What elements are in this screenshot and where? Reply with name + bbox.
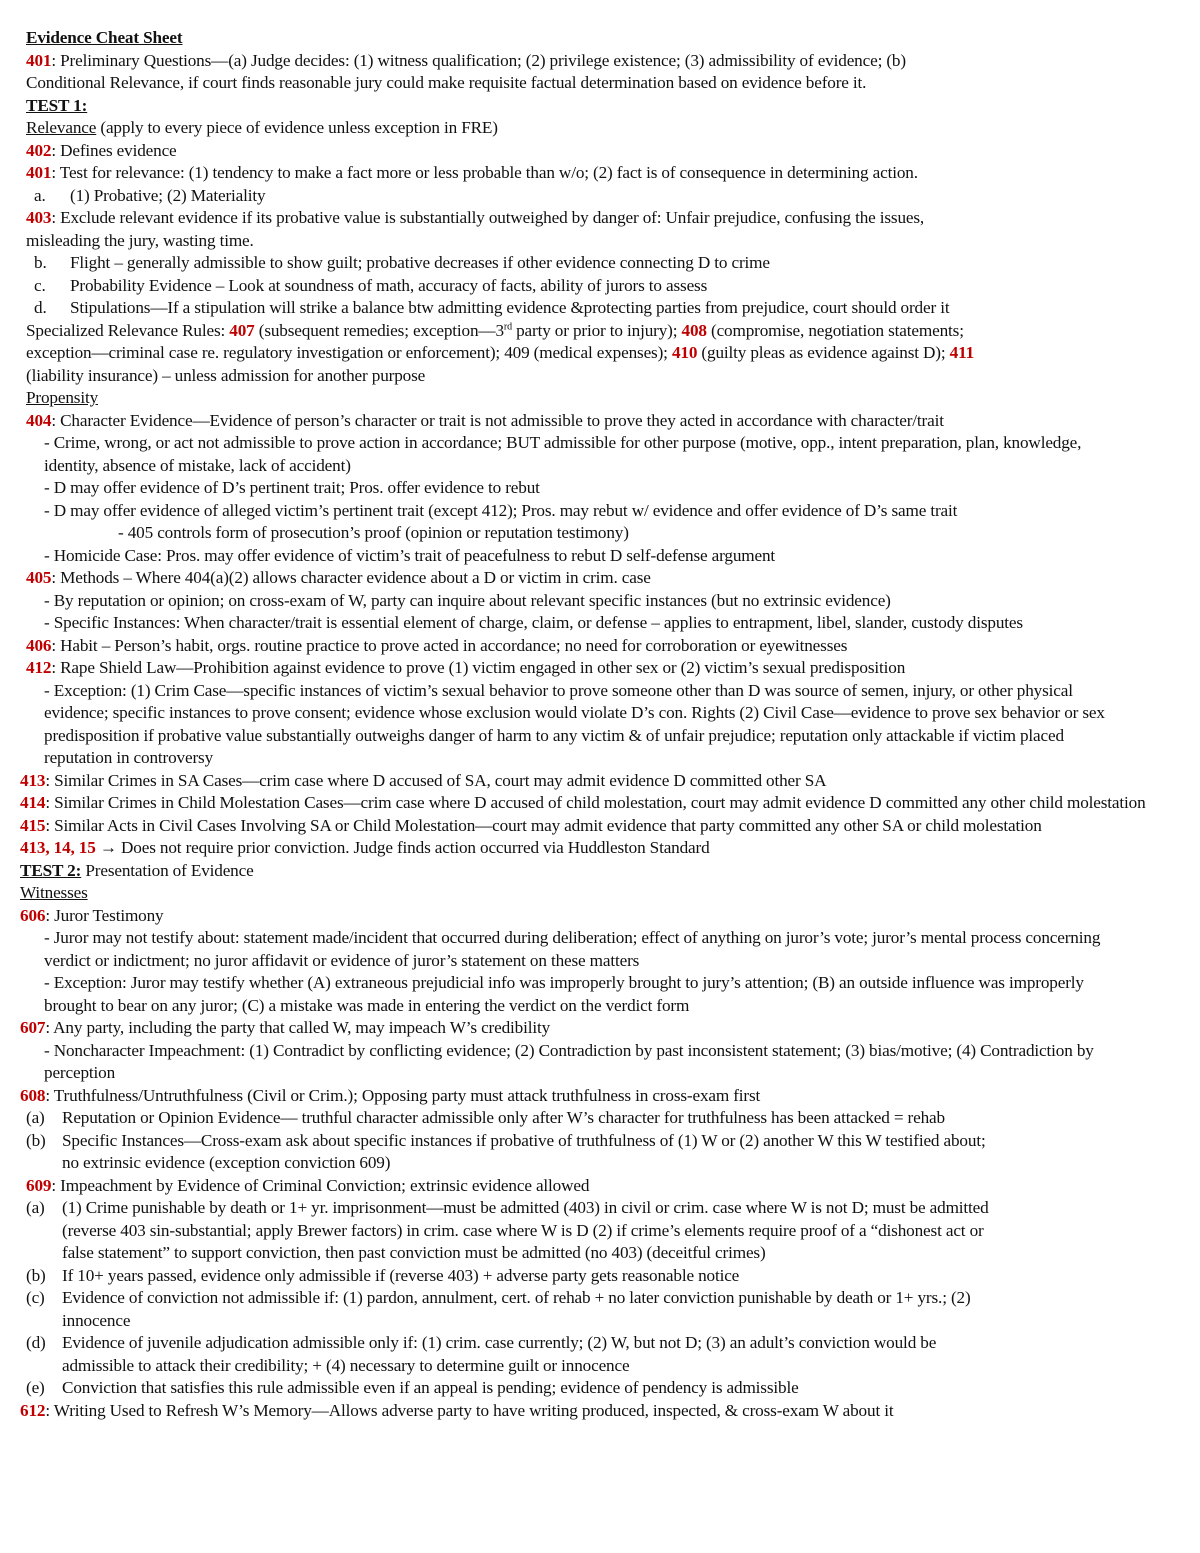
rule-404 — [0, 410, 1200, 433]
heading-text: TEST 2: — [20, 860, 82, 880]
rule-number: 612 — [20, 1400, 46, 1420]
rule-402 — [0, 140, 1200, 163]
rule-609-a-cont: false statement” to support conviction, then past conviction must be admitted (no 403) (deceitful crimes) — [62, 1243, 766, 1262]
rule-number: 413, 14, 15 — [20, 838, 96, 857]
rule-text: : Methods – Where 404(a)(2) allows character evidence about a D or victim in crim. case — [51, 568, 651, 587]
rule-405-point: - By reputation or opinion; on cross-exam of W, party can inquire about relevant specific instances (but no extrinsic evidence) — [44, 590, 891, 610]
rule-text: : Rape Shield Law—Prohibition against evidence to prove (1) victim engaged in other sex or (2) victim’s sexual predisposition — [51, 658, 906, 677]
rule-609 — [0, 1175, 1200, 1198]
text-run: (compromise, negotiation statements; — [706, 320, 964, 340]
rule-606-exception: - Exception: Juror may testify whether (A) extraneous prejudicial info was improperly brought to jury’s attention; (B) an outside influence was improperly brought to bear on any juror; (C) a mistake was made in entering the verdict on the verdict form — [44, 973, 1084, 1015]
rule-403 — [0, 207, 1200, 230]
rule-609-c-cont: innocence — [62, 1310, 131, 1330]
cheat-sheet-document — [0, 27, 1200, 1422]
rule-number: 607 — [20, 1018, 46, 1037]
rule-607 — [0, 1017, 1200, 1040]
rule-609-b — [0, 1265, 1200, 1288]
rule-number: 405 — [26, 568, 52, 587]
rule-number: 415 — [20, 815, 46, 835]
rule-403-cont — [0, 230, 1200, 253]
list-item-c — [0, 275, 1200, 298]
rule-405 — [0, 567, 1200, 590]
rule-text: : Truthfulness/Untruthfulness (Civil or Crim.); Opposing party must attack truthfulness in cross-exam first — [45, 1085, 761, 1105]
rule-text: : Similar Crimes in SA Cases—crim case where D accused of SA, court may admit evidence D committed other SA — [45, 770, 827, 790]
list-text: Conviction that satisfies this rule admissible even if an appeal is pending; evidence of pendency is admissible — [62, 1378, 799, 1397]
list-text: Evidence of juvenile adjudication admissible only if: (1) crim. case currently; (2) W, but not D; (3) an adult’s conviction would be — [62, 1333, 937, 1352]
rule-415 — [0, 815, 1160, 838]
rule-text: : Test for relevance: (1) tendency to make a fact more or less probable than w/o; (2) fact is of consequence in determining action. — [51, 163, 918, 182]
rule-609-c — [0, 1287, 1200, 1310]
rule-609-a — [0, 1197, 1200, 1220]
rule-text: : Juror Testimony — [45, 905, 164, 925]
rule-414 — [0, 792, 1160, 815]
rule-404-point: - D may offer evidence of D’s pertinent trait; Pros. offer evidence to rebut — [44, 478, 540, 497]
text-run: party or prior to injury); — [511, 320, 682, 340]
list-text: Reputation or Opinion Evidence— truthful character admissible only after W’s character for truthfulness has been attacked = rehab — [62, 1108, 945, 1127]
rule-number: 413 — [20, 770, 46, 790]
list-text: Flight – generally admissible to show guilt; probative decreases if other evidence connecting D to crime — [70, 253, 770, 272]
rule-609-e — [0, 1377, 1200, 1400]
rule-number: 401 — [26, 163, 52, 182]
rule-609-d-cont: admissible to attack their credibility; + (4) necessary to determine guilt or innocence — [62, 1355, 630, 1375]
rule-text: : Exclude relevant evidence if its probative value is substantially outweighed by danger of: Unfair prejudice, confusing the issues, — [51, 208, 925, 227]
rule-number: 609 — [26, 1175, 52, 1195]
rule-413 — [0, 770, 1200, 793]
title: Evidence Cheat Sheet — [26, 28, 183, 47]
section-title: Witnesses — [20, 883, 88, 902]
heading-text: TEST 1: — [26, 95, 88, 115]
list-marker: (a) — [26, 1198, 45, 1217]
list-marker: a. — [34, 185, 46, 205]
section-title: Propensity — [26, 388, 99, 407]
section-note: (apply to every piece of evidence unless exception in FRE) — [96, 118, 498, 137]
list-marker: (e) — [26, 1378, 45, 1397]
rule-404-point: - D may offer evidence of alleged victim’s pertinent trait (except 412); Pros. may rebut w/ evidence and offer evidence of D’s same trait — [44, 500, 958, 520]
rule-606 — [0, 905, 1200, 928]
rule-text: : Writing Used to Refresh W’s Memory—Allows adverse party to have writing produced, inspected, & cross-exam W about it — [45, 1400, 894, 1420]
list-marker: c. — [34, 275, 46, 295]
rule-number: 606 — [20, 905, 46, 925]
text-run: (liability insurance) – unless admission for another purpose — [26, 365, 426, 385]
section-title: Relevance — [26, 118, 97, 137]
rule-text: Conditional Relevance, if court finds reasonable jury could make requisite factual determination based on evidence before it. — [26, 73, 867, 92]
rule-number: 414 — [20, 793, 46, 812]
rule-text: misleading the jury, wasting time. — [26, 230, 254, 250]
rule-number: 412 — [26, 658, 52, 677]
rule-number: 402 — [26, 140, 52, 160]
rule-404-point: - Crime, wrong, or act not admissible to prove action in accordance; BUT admissible for other purpose (motive, opp., intent preparation, plan, knowledge, identity, absence of mistake, lack of accident) — [44, 433, 1082, 475]
rules-413-415-summary — [0, 837, 1200, 860]
rule-text: : Any party, including the party that called W, may impeach W’s credibility — [45, 1018, 551, 1037]
rule-606-point: - Juror may not testify about: statement made/incident that occurred during deliberation; effect of anything on juror’s vote; juror’s mental process concerning verdict or indictment; no juror affidavit or evidence of juror’s statement on these matters — [44, 928, 1101, 970]
specialized-relevance-rules — [0, 320, 1200, 343]
list-marker: (b) — [26, 1265, 46, 1285]
list-text: (1) Crime punishable by death or 1+ yr. imprisonment—must be admitted (403) in civil or crim. case where W is not D; must be admitted — [62, 1198, 989, 1217]
list-marker: (d) — [26, 1333, 46, 1352]
heading-note: Presentation of Evidence — [81, 860, 254, 880]
rule-text: : Defines evidence — [51, 140, 177, 160]
arrow-icon: → — [95, 838, 122, 857]
rule-text: Does not require prior conviction. Judge finds action occurred via Huddleston Standard — [121, 838, 710, 857]
rule-404-point: - Homicide Case: Pros. may offer evidence of victim’s trait of peacefulness to rebut D self-defense argument — [44, 545, 776, 565]
rule-609-d — [0, 1332, 1200, 1355]
rule-number: 406 — [26, 635, 52, 655]
list-marker: (b) — [26, 1130, 46, 1150]
rule-607-point: - Noncharacter Impeachment: (1) Contradict by conflicting evidence; (2) Contradiction by past inconsistent statement; (3) bias/motive; (4) Contradiction by perception — [44, 1040, 1094, 1082]
doc-title — [0, 27, 1200, 50]
list-text: Specific Instances—Cross-exam ask about specific instances if probative of truthfulness of (1) W or (2) another W this W testified about; — [62, 1130, 986, 1150]
rule-number: 410 — [671, 343, 698, 362]
text-run: exception—criminal case re. regulatory investigation or enforcement); 409 (medical expenses); — [26, 343, 672, 362]
text-run: (guilty pleas as evidence against D); — [697, 343, 950, 362]
rule-612 — [0, 1400, 1200, 1423]
list-marker: d. — [34, 298, 47, 317]
rule-401-preliminary — [0, 50, 1200, 73]
list-text: Stipulations—If a stipulation will strike a balance btw admitting evidence &protecting parties from prejudice, court should order it — [70, 298, 950, 317]
superscript: rd — [503, 320, 512, 332]
rule-number: 404 — [26, 410, 52, 430]
list-marker: (c) — [26, 1288, 45, 1307]
rule-412-exception: - Exception: (1) Crim Case—specific instances of victim’s sexual behavior to prove someone other than D was source of semen, injury, or other physical evidence; specific instances to prove consent; evidence whose exclusion would violate D’s con. Rights (2) Civil Case—evidence to prove sex behavior or sex predisposition if probative value substantially outweighs danger of harm to any victim & of unfair prejudice; reputation only attackable if victim placed reputation in controversy — [44, 680, 1105, 767]
list-text: If 10+ years passed, evidence only admissible if (reverse 403) + adverse party gets reasonable notice — [62, 1265, 740, 1285]
rule-404-subpoint: - 405 controls form of prosecution’s proof (opinion or reputation testimony) — [118, 523, 629, 542]
list-marker: (a) — [26, 1108, 45, 1127]
test2-heading — [0, 860, 1200, 883]
rule-text: : Impeachment by Evidence of Criminal Conviction; extrinsic evidence allowed — [51, 1175, 590, 1195]
rule-text: : Preliminary Questions—(a) Judge decides: (1) witness qualification; (2) privilege existence; (3) admissibility of evidence; (b) — [51, 50, 906, 70]
rule-text: : Similar Crimes in Child Molestation Cases—crim case where D accused of child molestation, court may admit evidence D committed any other child molestation — [45, 793, 1146, 812]
witnesses-heading — [0, 882, 1200, 905]
rule-412 — [0, 657, 1200, 680]
rule-405-point: - Specific Instances: When character/trait is essential element of charge, claim, or defense – applies to entrapment, libel, slander, custody disputes — [44, 613, 1023, 632]
text-run: Specialized Relevance Rules: — [26, 320, 230, 340]
list-item-b — [0, 252, 1200, 275]
rule-number: 407 — [229, 320, 255, 340]
text-run: (subsequent remedies; exception—3 — [254, 320, 504, 340]
list-item-a — [0, 185, 1200, 208]
rule-text: : Habit – Person’s habit, orgs. routine practice to prove acted in accordance; no need for corroboration or eyewitnesses — [51, 635, 848, 655]
list-text: (1) Probative; (2) Materiality — [70, 185, 266, 205]
rule-608 — [0, 1085, 1200, 1108]
rule-609-a-cont: (reverse 403 sin-substantial; apply Brewer factors) in crim. case where W is D (2) if crime’s elements require proof of a “dishonest act or — [62, 1220, 984, 1240]
rule-number: 408 — [681, 320, 707, 340]
list-text: Evidence of conviction not admissible if: (1) pardon, annulment, cert. of rehab + no later conviction punishable by death or 1+ yrs.; (2) — [62, 1288, 971, 1307]
specialized-relevance-cont — [0, 342, 1200, 365]
rule-401-test — [0, 162, 1200, 185]
rule-number: 401 — [26, 50, 52, 70]
rule-text: : Similar Acts in Civil Cases Involving SA or Child Molestation—court may admit evidence that party committed any other SA or child molestation — [45, 815, 1042, 835]
rule-number: 403 — [26, 208, 52, 227]
specialized-relevance-cont2 — [0, 365, 1200, 388]
rule-number: 608 — [20, 1085, 46, 1105]
propensity-heading — [0, 387, 1200, 410]
rule-608-a — [0, 1107, 1200, 1130]
rule-number: 411 — [949, 343, 975, 362]
list-text: Probability Evidence – Look at soundness of math, accuracy of facts, ability of jurors to assess — [70, 275, 708, 295]
rule-401-cont — [0, 72, 1200, 95]
test1-heading — [0, 95, 1200, 118]
relevance-heading — [0, 117, 1200, 140]
rule-406 — [0, 635, 1200, 658]
list-item-d — [0, 297, 1200, 320]
list-marker: b. — [34, 253, 47, 272]
rule-608-b — [0, 1130, 1200, 1153]
rule-608-b-cont: no extrinsic evidence (exception conviction 609) — [62, 1153, 391, 1172]
rule-text: : Character Evidence—Evidence of person’s character or trait is not admissible to prove they acted in accordance with character/trait — [51, 410, 944, 430]
